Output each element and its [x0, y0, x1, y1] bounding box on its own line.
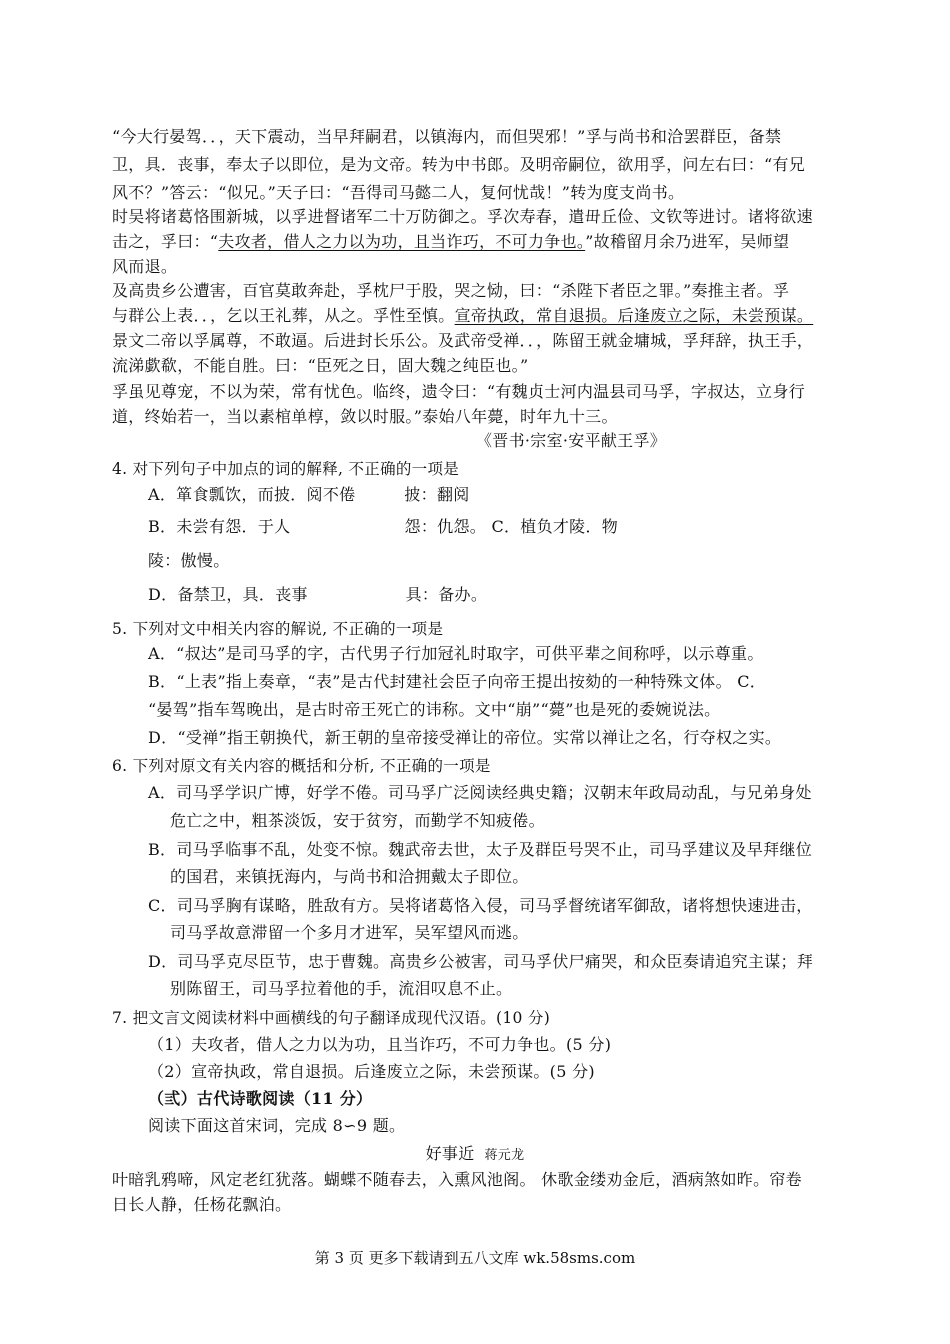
q5-option-a: A．“叔达”是司马孚的字，古代男子行加冠礼时取字，可供平辈之间称呼，以示尊重。 [148, 644, 764, 663]
q5-option-b: B．“上表”指上奏章，“表”是古代封建社会臣子向帝王提出按劾的一种特殊文体。 C． [148, 672, 767, 691]
passage-line: “今大行晏驾．．，天下震动，当早拜嗣君，以镇海内，而但哭邪！”孚与尚书和洽罢群臣，备禁 [112, 127, 782, 146]
passage-line: 风而退。 [112, 257, 178, 276]
q6-option-b-cont: 的国君，来镇抚海内，与尚书和洽拥戴太子即位。 [170, 867, 529, 886]
passage-line: 孚虽见尊宠，不以为荣，常有忧色。临终，遗令曰：“有魏贞士河内温县司马孚，字叔达，立身行 [112, 382, 806, 401]
question-4-stem: 4. 对下列句子中加点的词的解释, 不正确的一项是 [112, 460, 460, 478]
passage-line: 流涕歔欷，不能自胜。曰：“臣死之日，固大魏之纯臣也。” [112, 356, 529, 375]
passage-line: 及高贵乡公遭害，百官莫敢奔赴，孚枕尸于股，哭之恸，曰：“杀陛下者臣之罪。”奏推主者。孚 [112, 281, 790, 300]
underlined-sentence-2: 宣帝执政，常自退损。后逢废立之际，未尝预谋。 [454, 306, 814, 325]
q6-option-d-cont: 别陈留王，司马孚拉着他的手，流泪叹息不止。 [170, 979, 513, 998]
passage-text: 击之，孚曰：“ [112, 232, 219, 251]
question-5-stem: 5. 下列对文中相关内容的解说, 不正确的一项是 [112, 620, 444, 638]
q6-option-b: B．司马孚临事不乱，处变不惊。魏武帝去世，太子及群臣号哭不止，司马孚建议及早拜继位 [148, 840, 813, 859]
passage-text: 与群公上表．．，乞以王礼葬，从之。孚性至慎。 [112, 306, 455, 325]
q4-option-d: D．备禁卫，具．丧事 具：备办。 [148, 585, 488, 604]
poem-title-line [0, 1143, 950, 1167]
q7-sentence-2: （2）宣帝执政，常自退损。后逢废立之际，未尝预谋。(5 分) [148, 1062, 595, 1081]
q5-option-c-cont: “晏驾”指车驾晚出，是古时帝王死亡的讳称。文中“崩”“薨”也是死的委婉说法。 [148, 700, 721, 719]
passage-line [112, 231, 789, 253]
question-7-stem: 7. 把文言文阅读材料中画横线的句子翻译成现代汉语。(10 分) [112, 1009, 551, 1027]
poem-line: 日长人静，任杨花飘泊。 [112, 1195, 292, 1214]
passage-line: 道，终始若一，当以素棺单椁，敛以时服。”泰始八年薨，时年九十三。 [112, 407, 618, 426]
q6-option-c-cont: 司马孚故意滞留一个多月才进军，吴军望风而逃。 [170, 923, 529, 942]
q5-option-d: D．“受禅”指王朝换代，新王朝的皇帝接受禅让的帝位。实常以禅让之名，行夺权之实。 [148, 728, 782, 747]
section-instruction: 阅读下面这首宋词，完成 8∽9 题。 [148, 1116, 406, 1135]
passage-line: 景文二帝以孚属尊，不敢逼。后进封长乐公。及武帝受禅．．，陈留王就金墉城，孚拜辞，执王手， [112, 331, 814, 350]
page-footer: 第 3 页 更多下载请到五八文库 wk.58sms.com [314, 1249, 636, 1267]
passage-source: 《晋书·宗室·安平献王孚》 [476, 431, 667, 450]
section-heading: （弎）古代诗歌阅读（11 分） [148, 1089, 373, 1108]
q6-option-c: C．司马孚胸有谋略，胜敌有方。吴将诸葛恪入侵，司马孚督统诸军御敌，诸将想快速进击， [148, 896, 813, 915]
underlined-sentence-1: 夫攻者，借人之力以为功，且当诈巧，不可力争也。 [218, 232, 586, 251]
question-6-stem: 6. 下列对原文有关内容的概括和分析, 不正确的一项是 [112, 757, 491, 775]
poem-author: 蒋元龙 [484, 1148, 525, 1163]
q6-option-d: D．司马孚克尽臣节，忠于曹魏。高贵乡公被害，司马孚伏尸痛哭，和众臣奏请追究主谋；拜 [148, 952, 814, 971]
q6-option-a-cont: 危亡之中，粗茶淡饭，安于贫穷，而勤学不知疲倦。 [170, 811, 545, 830]
q4-option-a: A．箪食瓢饮，而披．阅不倦 披：翻阅 [148, 485, 470, 504]
passage-text: ”故稽留月余乃进军，吴师望 [585, 232, 790, 251]
q6-option-a: A．司马孚学识广博，好学不倦。司马孚广泛阅读经典史籍；汉朝末年政局动乱，与兄弟身处 [148, 783, 812, 802]
q7-sentence-1: （1）夫攻者，借人之力以为功，且当诈巧，不可力争也。(5 分) [148, 1035, 612, 1054]
passage-line [112, 305, 813, 327]
poem-line: 叶暗乳鸦啼，风定老红犹落。蝴蝶不随春去，入熏风池阁。 休歌金缕劝金卮，酒病煞如昨。帘卷 [112, 1170, 802, 1189]
passage-line: 风不？”答云：“似兄。”天子曰：“吾得司马懿二人，复何忧哉！”转为度支尚书。 [112, 183, 685, 202]
q4-option-b: B．未尝有怨．于人 怨：仇怨。 C．植负才陵．物 [148, 517, 619, 536]
poem-title: 好事近 [425, 1144, 475, 1163]
passage-line: 时吴将诸葛恪围新城，以孚进督诸军二十万防御之。孚次寿春，遣毌丘俭、文钦等进讨。诸将欲速 [112, 207, 813, 226]
passage-line: 卫，具．丧事，奉太子以即位，是为文帝。转为中书郎。及明帝嗣位，欲用孚，问左右曰：“有兄 [112, 155, 806, 174]
q4-option-c-cont: 陵：傲慢。 [148, 551, 230, 570]
